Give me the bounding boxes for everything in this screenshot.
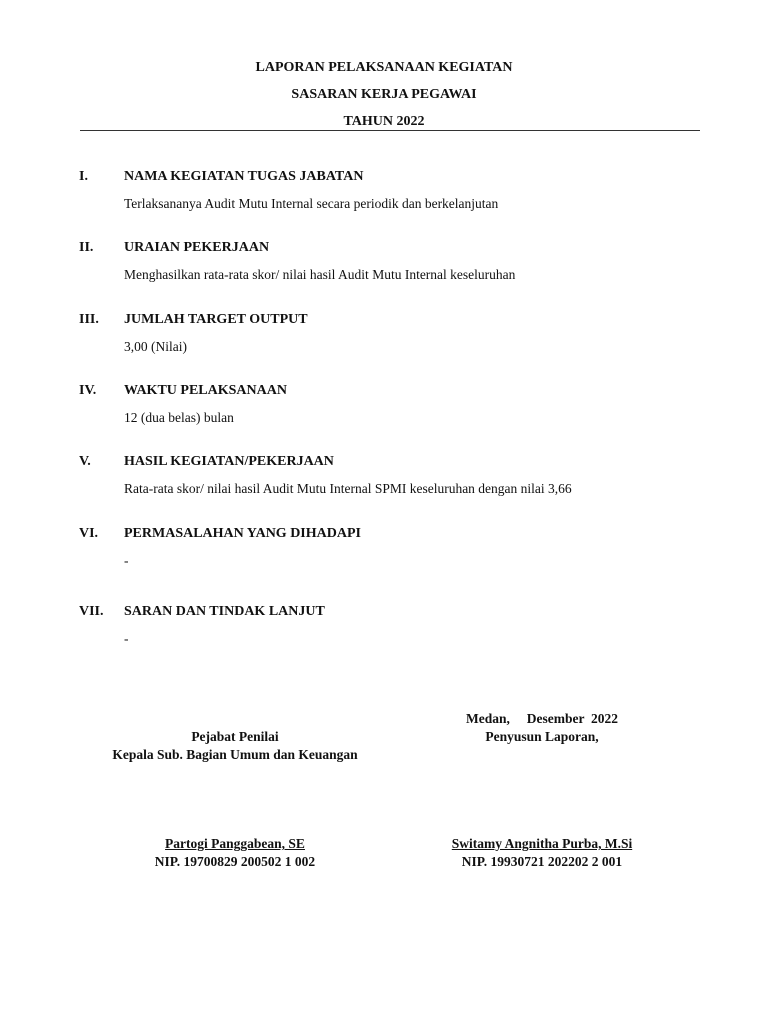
report-year: TAHUN 2022 xyxy=(343,114,425,129)
left-signatory-nip: NIP. 19700829 200502 1 002 xyxy=(154,854,316,869)
left-signatory-role: Pejabat Penilai xyxy=(191,729,279,744)
right-signatory-role: Penyusun Laporan, xyxy=(485,729,599,744)
right-signatory-nip: NIP. 19930721 202202 2 001 xyxy=(461,854,623,869)
section-content: 12 (dua belas) bulan xyxy=(124,410,234,425)
section-title: PERMASALAHAN YANG DIHADAPI xyxy=(124,526,361,541)
right-signatory-name-text: Switamy Angnitha Purba, M.Si xyxy=(451,836,633,851)
report-subtitle: SASARAN KERJA PEGAWAI xyxy=(291,87,477,102)
left-signatory-name xyxy=(60,835,410,853)
place-date: Medan, Desember 2022 xyxy=(466,711,618,726)
section-title: HASIL KEGIATAN/PEKERJAAN xyxy=(124,454,334,469)
section-title: JUMLAH TARGET OUTPUT xyxy=(124,312,308,327)
report-title: LAPORAN PELAKSANAAN KEGIATAN xyxy=(255,60,513,75)
section-content: Terlaksananya Audit Mutu Internal secara periodik dan berkelanjutan xyxy=(124,196,499,211)
section-number: V. xyxy=(79,454,91,469)
section-number: VI. xyxy=(79,526,99,541)
document-header xyxy=(0,58,768,139)
section-title: URAIAN PEKERJAAN xyxy=(124,240,270,255)
section-number: III. xyxy=(79,312,99,327)
section-title: SARAN DAN TINDAK LANJUT xyxy=(124,604,325,619)
section-number: II. xyxy=(79,240,94,255)
header-divider xyxy=(80,130,700,131)
section-title: NAMA KEGIATAN TUGAS JABATAN xyxy=(124,169,364,184)
left-signatory-position: Kepala Sub. Bagian Umum dan Keuangan xyxy=(112,747,358,762)
left-signatory-name-text: Partogi Panggabean, SE xyxy=(165,836,305,851)
section-number: I. xyxy=(79,169,88,184)
section-content: - xyxy=(124,631,129,646)
section-title: WAKTU PELAKSANAAN xyxy=(124,383,287,398)
section-number: VII. xyxy=(79,604,104,619)
section-content: Rata-rata skor/ nilai hasil Audit Mutu Internal SPMI keseluruhan dengan nilai 3,66 xyxy=(124,481,572,496)
section-content: 3,00 (Nilai) xyxy=(124,339,187,354)
section-content: Menghasilkan rata-rata skor/ nilai hasil Audit Mutu Internal keseluruhan xyxy=(124,267,516,282)
section-content: - xyxy=(124,553,129,568)
section-number: IV. xyxy=(79,383,97,398)
right-signatory-name xyxy=(400,835,684,853)
